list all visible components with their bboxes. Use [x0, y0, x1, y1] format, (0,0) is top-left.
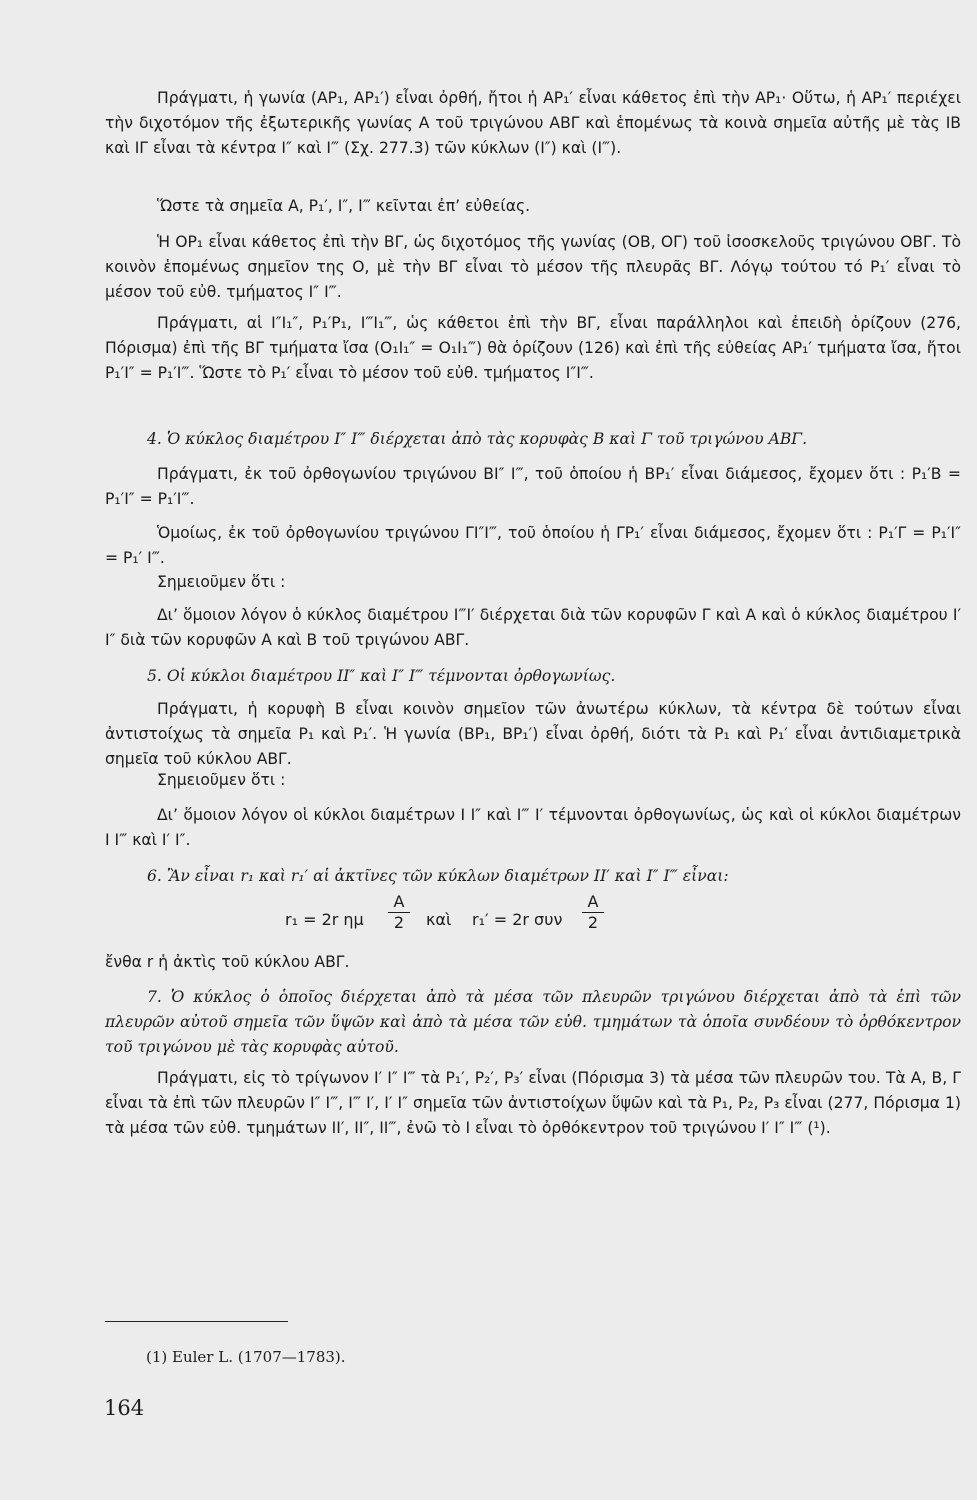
paragraph-11: Δι’ ὅμοιον λόγον οἱ κύκλοι διαμέτρων Ι Ι″ καὶ Ι‴ Ι′ τέμνονται ὀρθογωνίως, ὡς καὶ οἱ κύκλοι διαμέτρων Ι Ι‴ καὶ Ι′ Ι″. — [105, 806, 961, 849]
paragraph-where — [105, 950, 961, 975]
paragraph-8: Δι’ ὅμοιον λόγον ὁ κύκλος διαμέτρου Ι‴Ι′ διέρχεται διὰ τῶν κορυφῶν Γ καὶ Α καὶ ὁ κύκλος διαμέτρου Ι′ Ι″ διὰ τῶν κορυφῶν Α καὶ Β τοῦ τριγώνου ΑΒΓ. — [105, 606, 961, 649]
paragraph-proof-5 — [105, 697, 961, 772]
paragraph-similarly — [105, 521, 961, 571]
theorem-6 — [105, 864, 961, 889]
paragraph-12: ἔνθα r ἡ ἀκτὶς τοῦ κύκλου ΑΒΓ. — [105, 953, 350, 971]
paragraph-note-2 — [105, 768, 961, 793]
paragraph-4: Πράγματι, αἱ Ι″Ι₁″, Ρ₁′Ρ₁, Ι‴Ι₁‴, ὡς κάθετοι ἐπὶ τὴν ΒΓ, εἶναι παράλληλοι καὶ ἐπειδὴ ὁρίζουν (276, Πόρισμα) ἐπὶ τῆς ΒΓ τμήματα ἴσα (Ο₁Ι₁″ = Ο₁Ι₁‴) θὰ ὁρίζουν (126) καὶ ἐπὶ τῆς εὐθείας ΑΡ₁′ τμήματα ἴσα, ἤτοι Ρ₁′Ι″ = Ρ₁′Ι‴. Ὥστε τὸ Ρ₁′ εἶναι τὸ μέσον τοῦ εὐθ. τμήματος Ι″Ι‴. — [105, 314, 961, 382]
paragraph-collinear — [105, 194, 961, 219]
formula-right-fraction — [582, 892, 604, 933]
theorem-4 — [105, 427, 961, 452]
footnote-rule — [105, 1321, 288, 1322]
paragraph-1: Πράγματι, ἡ γωνία (ΑΡ₁, ΑΡ₁′) εἶναι ὀρθή, ἤτοι ἡ ΑΡ₁′ εἶναι κάθετος ἐπὶ τὴν ΑΡ₁· Οὕτω, ἡ ΑΡ₁′ περιέχει τὴν διχοτόμον τῆς ἐξωτερικῆς γωνίας Α τοῦ τριγώνου ΑΒΓ καὶ ἑπομένως τὰ κοινὰ σημεῖα αὐτῆς μὲ τὰς ΙΒ καὶ ΙΓ εἶναι τὰ κέντρα Ι″ καὶ Ι‴ (Σχ. 277.3) τῶν κύκλων (Ι″) καὶ (Ι‴). — [105, 89, 961, 157]
paragraph-13: Πράγματι, εἰς τὸ τρίγωνον Ι′ Ι″ Ι‴ τὰ Ρ₁′, Ρ₂′, Ρ₃′ εἶναι (Πόρισμα 3) τὰ μέσα τῶν πλευρῶν του. Τὰ Α, Β, Γ εἶναι τὰ ἐπὶ τῶν πλευρῶν Ι″ Ι‴, Ι‴ Ι′, Ι′ Ι″ σημεῖα τῶν ἀντιστοίχων ὕψῶν καὶ τὰ Ρ₁, Ρ₂, Ρ₃ εἶναι (277, Πόρισμα 1) τὰ μέσα τῶν εὐθ. τμημάτων ΙΙ′, ΙΙ″, ΙΙ‴, ἐνῶ τὸ Ι εἶναι τὸ ὀρθόκεντρον τοῦ τριγώνου Ι′ Ι″ Ι‴ (¹). — [105, 1069, 961, 1137]
paragraph-proof-4 — [105, 462, 961, 512]
theorem-5-text: 5. Οἱ κύκλοι διαμέτρου ΙΙ″ καὶ Ι″ Ι‴ τέμνονται ὀρθογωνίως. — [147, 667, 616, 685]
page-number: 164 — [104, 1396, 145, 1420]
formula-connector: καὶ — [426, 910, 452, 929]
formula-right-numerator: Α — [587, 892, 599, 911]
paragraph-6: Ὁμοίως, ἐκ τοῦ ὀρθογωνίου τριγώνου ΓΙ″Ι‴, τοῦ ὁποίου ἡ ΓΡ₁′ εἶναι διάμεσος, ἔχομεν ὅτι : Ρ₁′Γ = Ρ₁′Ι″ = Ρ₁′ Ι‴. — [105, 524, 961, 567]
formula-left-lhs: r₁ = 2r ημ — [285, 910, 364, 929]
radius-formula — [285, 888, 625, 954]
formula-left-denominator: 2 — [393, 913, 405, 932]
formula-right-denominator: 2 — [587, 913, 599, 932]
paragraph-midpoint — [105, 230, 961, 305]
paragraph-right-angle — [105, 86, 961, 161]
theorem-7 — [105, 985, 961, 1060]
formula-right-lhs: r₁′ = 2r συν — [472, 910, 563, 929]
footnote: (1) Euler L. (1707—1783). — [146, 1348, 346, 1366]
paragraph-5: Πράγματι, ἐκ τοῦ ὀρθογωνίου τριγώνου ΒΙ″ Ι‴, τοῦ ὁποίου ἡ ΒΡ₁′ εἶναι διάμεσος, ἔχομεν ὅτι : Ρ₁′Β = Ρ₁′Ι″ = Ρ₁′Ι‴. — [105, 465, 961, 508]
paragraph-3: Ἡ ΟΡ₁ εἶναι κάθετος ἐπὶ τὴν ΒΓ, ὡς διχοτόμος τῆς γωνίας (ΟΒ, ΟΓ) τοῦ ἰσοσκελοῦς τριγώνου ΟΒΓ. Τὸ κοινὸν ἑπομένως σημεῖον της Ο, μὲ τὴν ΒΓ εἶναι τὸ μέσον τῆς πλευρᾶς ΒΓ. Λόγῳ τούτου τό Ρ₁′ εἶναι τὸ μέσον τοῦ εὐθ. τμήματος Ι″ Ι‴. — [105, 233, 961, 301]
paragraph-note-1 — [105, 570, 961, 595]
theorem-4-text: 4. Ὁ κύκλος διαμέτρου Ι″ Ι‴ διέρχεται ἀπὸ τὰς κορυφὰς Β καὶ Γ τοῦ τριγώνου ΑΒΓ. — [147, 430, 808, 448]
theorem-7-text: 7. Ὁ κύκλος ὁ ὁποῖος διέρχεται ἀπὸ τὰ μέσα τῶν πλευρῶν τριγώνου διέρχεται ἀπὸ τὰ ἐπὶ τῶν πλευρῶν αὐτοῦ σημεῖα τῶν ὕψῶν καὶ ἀπὸ τὰ μέσα τῶν εὐθ. τμημάτων τὰ ὁποῖα συνδέουν τὸ ὀρθόκεντρον τοῦ τριγώνου μὲ τὰς κορυφὰς αὐτοῦ. — [105, 988, 961, 1056]
formula-left-numerator: Α — [393, 892, 405, 911]
paragraph-proof-parallels — [105, 311, 961, 386]
formula-left-fraction — [388, 892, 410, 933]
paragraph-proof-7 — [105, 1066, 961, 1141]
paragraph-2: Ὥστε τὰ σημεῖα Α, Ρ₁′, Ι″, Ι‴ κεῖνται ἐπ’ εὐθείας. — [157, 197, 531, 215]
paragraph-10: Σημειοῦμεν ὅτι : — [157, 771, 286, 789]
theorem-6-text: 6. Ἂν εἶναι r₁ καὶ r₁′ αἱ ἀκτῖνες τῶν κύκλων διαμέτρων ΙΙ′ καὶ Ι″ Ι‴ εἶναι: — [147, 867, 729, 885]
paragraph-similar-reason-2 — [105, 803, 961, 853]
theorem-5 — [105, 664, 961, 689]
paragraph-similar-reason-1 — [105, 603, 961, 653]
paragraph-9: Πράγματι, ἡ κορυφὴ Β εἶναι κοινὸν σημεῖον τῶν ἀνωτέρω κύκλων, τὰ κέντρα δὲ τούτων εἶναι ἀντιστοίχως τὰ σημεῖα Ρ₁ καὶ Ρ₁′. Ἡ γωνία (ΒΡ₁, ΒΡ₁′) εἶναι ὀρθή, διότι τὰ Ρ₁ καὶ Ρ₁′ εἶναι ἀντιδιαμετρικὰ σημεῖα τοῦ κύκλου ΑΒΓ. — [105, 700, 961, 768]
paragraph-7: Σημειοῦμεν ὅτι : — [157, 573, 286, 591]
